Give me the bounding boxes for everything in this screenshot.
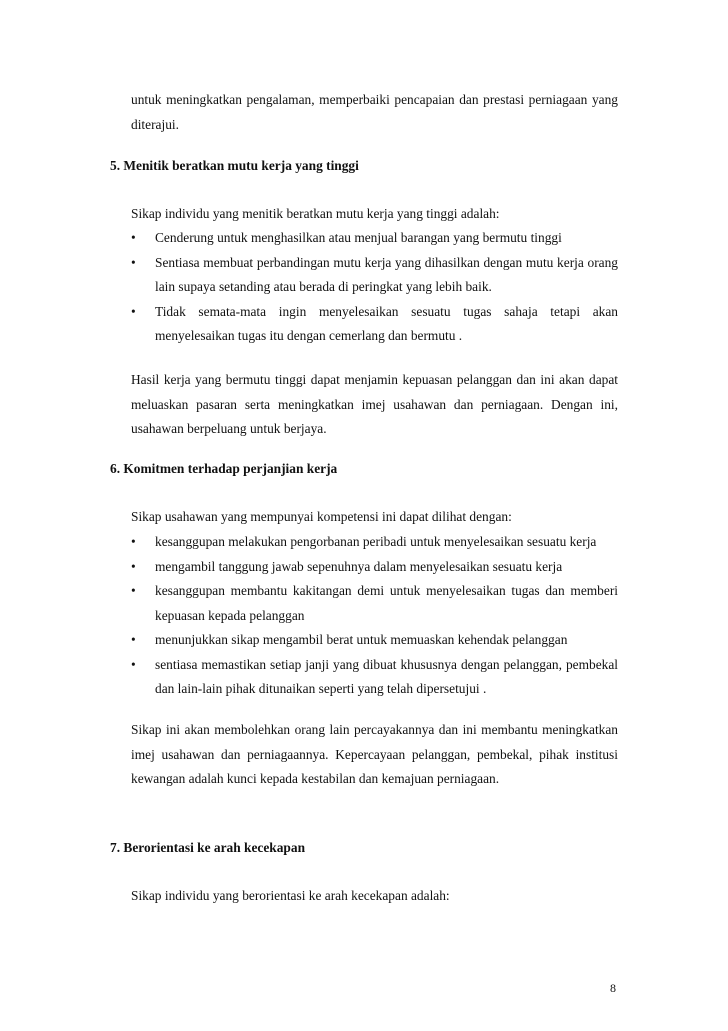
section-7-heading: 7. Berorientasi ke arah kecekapan: [110, 840, 306, 855]
bullet-icon: •: [131, 583, 136, 598]
bullet-icon: •: [131, 656, 136, 672]
bullet-icon: •: [131, 534, 136, 549]
section-6-heading: 6. Komitmen terhadap perjanjian kerja: [110, 461, 338, 476]
bullet-icon: •: [131, 632, 136, 647]
section-6-bullet-list: [131, 530, 618, 702]
section-5-heading: 5. Menitik beratkan mutu kerja yang tinggi: [110, 158, 359, 173]
list-item: • sentiasa memastikan setiap janji yang dibuat khususnya dengan pelanggan, pembekal dan lain-lain pihak ditunaikan seperti yang telah dipersetujui .: [131, 653, 618, 702]
bullet-icon: •: [131, 558, 136, 574]
list-item: • Cenderung untuk menghasilkan atau menjual barangan yang bermutu tinggi: [131, 226, 618, 251]
section-6-closing-paragraph: Sikap ini akan membolehkan orang lain percayakannya dan ini membantu meningkatkan imej usahawan dan perniagaannya. Kepercayaan pelanggan, pembekal, pihak institusi kewangan adalah kunci kepada kestabilan dan kemajuan perniagaan.: [131, 722, 618, 786]
bullet-icon: •: [131, 254, 136, 270]
list-item: • kesanggupan membantu kakitangan demi untuk menyelesaikan tugas dan memberi kepuasan kepada pelanggan: [131, 579, 618, 628]
list-item: • menunjukkan sikap mengambil berat untuk memuaskan kehendak pelanggan: [131, 628, 618, 653]
section-5-closing-paragraph: Hasil kerja yang bermutu tinggi dapat menjamin kepuasan pelanggan dan ini akan dapat meluaskan pasaran serta meningkatkan imej usahawan dan perniagaan. Dengan ini, usahawan berpeluang untuk berjaya.: [131, 372, 618, 436]
bullet-icon: •: [131, 303, 136, 319]
section-5-bullet-list: [131, 226, 618, 349]
list-item: • Tidak semata-mata ingin menyelesaikan sesuatu tugas sahaja tetapi akan menyelesaikan tugas itu dengan cemerlang dan bermutu .: [131, 300, 618, 349]
section-6-intro: Sikap usahawan yang mempunyai kompetensi ini dapat dilihat dengan:: [131, 509, 512, 524]
list-item: • mengambil tanggung jawab sepenuhnya dalam menyelesaikan sesuatu kerja: [131, 555, 618, 580]
list-item: • kesanggupan melakukan pengorbanan peribadi untuk menyelesaikan sesuatu kerja: [131, 530, 618, 555]
section-5-intro: Sikap individu yang menitik beratkan mutu kerja yang tinggi adalah:: [131, 206, 500, 221]
continuation-paragraph: untuk meningkatkan pengalaman, memperbaiki pencapaian dan prestasi perniagaan yang diterajui.: [131, 92, 618, 132]
section-7-intro: Sikap individu yang berorientasi ke arah kecekapan adalah:: [131, 888, 450, 903]
list-item: • Sentiasa membuat perbandingan mutu kerja yang dihasilkan dengan mutu kerja orang lain supaya setanding atau berada di peringkat yang lebih baik.: [131, 251, 618, 300]
bullet-icon: •: [131, 230, 136, 245]
page-number: 8: [610, 981, 616, 995]
